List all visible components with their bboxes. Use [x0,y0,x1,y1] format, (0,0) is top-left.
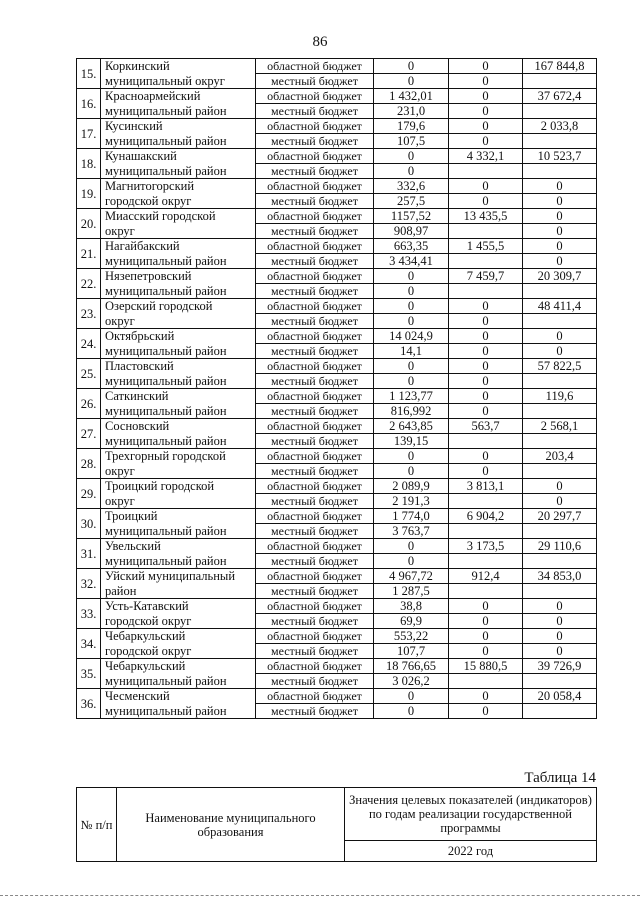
table-row [77,524,597,539]
municipality-name-line-2: муниципальный район [101,704,256,719]
municipality-name-line-2: муниципальный округ [101,74,256,89]
table-row [77,89,597,104]
table14-header [76,787,597,862]
municipality-name-line-2: округ [101,224,256,239]
value-cell: 0 [523,629,597,644]
page-bottom-edge [0,895,640,897]
table-row [77,359,597,374]
value-cell: 3 173,5 [449,539,523,554]
value-cell [523,164,597,179]
budget-source: местный бюджет [256,524,374,539]
value-cell: 20 297,7 [523,509,597,524]
value-cell [449,584,523,599]
table-row [77,434,597,449]
value-cell: 0 [449,344,523,359]
table-row [77,464,597,479]
value-cell: 1 774,0 [374,509,449,524]
value-cell: 3 434,41 [374,254,449,269]
value-cell: 908,97 [374,224,449,239]
value-cell: 0 [523,494,597,509]
municipality-name-line-2: городской округ [101,644,256,659]
column-header-number: № п/п [77,788,117,862]
value-cell: 0 [374,464,449,479]
value-cell [449,284,523,299]
municipality-name-line-1: Троицкий [101,509,256,524]
row-number: 21. [77,239,101,269]
table-row [77,284,597,299]
value-cell: 0 [523,479,597,494]
value-cell: 0 [523,224,597,239]
table-row [77,509,597,524]
value-cell: 119,6 [523,389,597,404]
budget-source: областной бюджет [256,119,374,134]
table-row [77,164,597,179]
value-cell [449,224,523,239]
value-cell: 69,9 [374,614,449,629]
budget-source: местный бюджет [256,284,374,299]
value-cell: 39 726,9 [523,659,597,674]
municipality-name-line-2: муниципальный район [101,554,256,569]
value-cell: 0 [374,284,449,299]
value-cell [449,434,523,449]
budget-source: местный бюджет [256,134,374,149]
value-cell: 37 672,4 [523,89,597,104]
row-number: 34. [77,629,101,659]
table-row [77,149,597,164]
column-header-values: Значения целевых показателей (индикаторов) по годам реализации государственной программы [345,788,597,841]
value-cell: 0 [449,359,523,374]
value-cell: 203,4 [523,449,597,464]
value-cell: 231,0 [374,104,449,119]
value-cell: 139,15 [374,434,449,449]
value-cell: 2 033,8 [523,119,597,134]
municipality-name-line-2: муниципальный район [101,434,256,449]
table-row [77,614,597,629]
budget-source: местный бюджет [256,464,374,479]
budget-source: местный бюджет [256,614,374,629]
table-row [77,704,597,719]
municipality-name-line-1: Уйский муниципальный [101,569,256,584]
budget-source: областной бюджет [256,479,374,494]
municipality-name-line-1: Кусинский [101,119,256,134]
municipality-name-line-1: Миасский городской [101,209,256,224]
municipality-name-line-2: городской округ [101,614,256,629]
municipality-name-line-1: Красноармейский [101,89,256,104]
value-cell: 0 [449,464,523,479]
value-cell: 0 [449,179,523,194]
value-cell [523,134,597,149]
municipality-name-line-1: Магнитогорский [101,179,256,194]
value-cell: 1157,52 [374,209,449,224]
table-row [77,419,597,434]
value-cell: 553,22 [374,629,449,644]
budget-source: областной бюджет [256,269,374,284]
row-number: 35. [77,659,101,689]
value-cell: 257,5 [374,194,449,209]
table-row [77,644,597,659]
value-cell [523,674,597,689]
value-cell: 0 [374,374,449,389]
value-cell: 332,6 [374,179,449,194]
value-cell: 0 [523,614,597,629]
value-cell: 0 [523,194,597,209]
value-cell: 18 766,65 [374,659,449,674]
budget-source: областной бюджет [256,299,374,314]
value-cell: 0 [449,614,523,629]
value-cell: 0 [449,329,523,344]
row-number: 30. [77,509,101,539]
value-cell: 0 [449,134,523,149]
value-cell: 1 432,01 [374,89,449,104]
municipality-name-line-1: Троицкий городской [101,479,256,494]
budget-source: местный бюджет [256,74,374,89]
table-row [77,194,597,209]
row-number: 32. [77,569,101,599]
municipality-name-line-1: Чесменский [101,689,256,704]
value-cell: 3 813,1 [449,479,523,494]
budget-source: местный бюджет [256,644,374,659]
row-number: 22. [77,269,101,299]
municipality-name-line-1: Усть-Катавский [101,599,256,614]
value-cell: 0 [374,164,449,179]
value-cell [523,704,597,719]
municipality-name-line-1: Пластовский [101,359,256,374]
budget-source: областной бюджет [256,89,374,104]
row-number: 33. [77,599,101,629]
table-caption: Таблица 14 [524,770,596,786]
budget-source: областной бюджет [256,419,374,434]
budget-source: областной бюджет [256,599,374,614]
value-cell: 48 411,4 [523,299,597,314]
budget-source: областной бюджет [256,359,374,374]
table-row [77,134,597,149]
municipality-name-line-1: Нязепетровский [101,269,256,284]
value-cell: 0 [449,119,523,134]
value-cell: 10 523,7 [523,149,597,164]
value-cell [523,554,597,569]
budget-source: областной бюджет [256,239,374,254]
value-cell: 3 763,7 [374,524,449,539]
budget-source: местный бюджет [256,164,374,179]
municipality-name-line-1: Нагайбакский [101,239,256,254]
value-cell [523,464,597,479]
budget-source: местный бюджет [256,104,374,119]
value-cell: 0 [523,344,597,359]
value-cell: 1 287,5 [374,584,449,599]
municipality-name-line-2: муниципальный район [101,104,256,119]
municipality-name-line-2: район [101,584,256,599]
value-cell: 0 [374,539,449,554]
municipality-name-line-1: Коркинский [101,59,256,74]
table-row [77,479,597,494]
table-row [77,299,597,314]
value-cell: 57 822,5 [523,359,597,374]
municipality-name-line-1: Трехгорный городской [101,449,256,464]
value-cell: 2 568,1 [523,419,597,434]
budget-source: местный бюджет [256,494,374,509]
budget-source: местный бюджет [256,374,374,389]
table-row [77,569,597,584]
table-row [77,254,597,269]
value-cell [449,254,523,269]
value-cell: 29 110,6 [523,539,597,554]
value-cell: 1 123,77 [374,389,449,404]
value-cell [449,674,523,689]
table-row [77,269,597,284]
budget-source: областной бюджет [256,329,374,344]
table-row [77,59,597,74]
budget-source: местный бюджет [256,404,374,419]
value-cell: 107,5 [374,134,449,149]
row-number: 15. [77,59,101,89]
budget-source: областной бюджет [256,179,374,194]
value-cell: 0 [449,404,523,419]
row-number: 18. [77,149,101,179]
value-cell: 14,1 [374,344,449,359]
value-cell: 4 332,1 [449,149,523,164]
value-cell: 38,8 [374,599,449,614]
budget-source: областной бюджет [256,659,374,674]
value-cell: 816,992 [374,404,449,419]
budget-source: областной бюджет [256,449,374,464]
table-row [77,389,597,404]
value-cell [523,434,597,449]
row-number: 16. [77,89,101,119]
budget-source: областной бюджет [256,569,374,584]
table-row [77,104,597,119]
value-cell: 0 [523,644,597,659]
table-row [77,329,597,344]
budget-source: местный бюджет [256,224,374,239]
table-row [77,344,597,359]
municipality-name-line-1: Сосновский [101,419,256,434]
budget-source: местный бюджет [256,194,374,209]
row-number: 36. [77,689,101,719]
table-row [77,554,597,569]
row-number: 20. [77,209,101,239]
municipality-name-line-2: муниципальный район [101,344,256,359]
table-row [77,629,597,644]
municipality-name-line-1: Октябрьский [101,329,256,344]
budget-source: местный бюджет [256,584,374,599]
value-cell [523,404,597,419]
value-cell: 20 058,4 [523,689,597,704]
table-row [77,539,597,554]
budget-source: местный бюджет [256,434,374,449]
table-row [77,314,597,329]
value-cell: 0 [449,104,523,119]
budget-source: областной бюджет [256,539,374,554]
table-row [77,674,597,689]
value-cell: 912,4 [449,569,523,584]
value-cell: 0 [449,194,523,209]
value-cell: 0 [449,599,523,614]
value-cell: 0 [523,599,597,614]
budget-source: областной бюджет [256,389,374,404]
municipality-name-line-2: округ [101,464,256,479]
row-number: 23. [77,299,101,329]
table-row [77,599,597,614]
municipality-name-line-2: муниципальный район [101,164,256,179]
budget-source: местный бюджет [256,674,374,689]
value-cell: 6 904,2 [449,509,523,524]
value-cell: 167 844,8 [523,59,597,74]
budget-source: местный бюджет [256,554,374,569]
value-cell: 0 [449,74,523,89]
value-cell: 0 [374,74,449,89]
value-cell [449,164,523,179]
municipality-name-line-1: Саткинский [101,389,256,404]
table-row [77,584,597,599]
row-number: 29. [77,479,101,509]
municipality-name-line-2: муниципальный район [101,284,256,299]
municipality-name-line-1: Кунашакский [101,149,256,164]
budget-source: местный бюджет [256,704,374,719]
budget-source: местный бюджет [256,314,374,329]
value-cell [523,524,597,539]
row-number: 31. [77,539,101,569]
value-cell: 20 309,7 [523,269,597,284]
budget-table [76,58,597,719]
value-cell: 2 643,85 [374,419,449,434]
municipality-name-line-1: Чебаркульский [101,659,256,674]
table-row [77,689,597,704]
column-header-name: Наименование муниципального образования [117,788,345,862]
row-number: 17. [77,119,101,149]
value-cell: 0 [523,239,597,254]
value-cell: 0 [374,554,449,569]
value-cell: 34 853,0 [523,569,597,584]
value-cell [523,584,597,599]
value-cell: 0 [374,314,449,329]
municipality-name-line-2: муниципальный район [101,524,256,539]
value-cell: 0 [523,209,597,224]
row-number: 24. [77,329,101,359]
municipality-name-line-2: городской округ [101,194,256,209]
municipality-name-line-2: муниципальный район [101,134,256,149]
value-cell: 0 [374,689,449,704]
value-cell: 0 [449,389,523,404]
value-cell: 0 [523,179,597,194]
budget-source: областной бюджет [256,59,374,74]
value-cell: 0 [374,59,449,74]
value-cell: 663,35 [374,239,449,254]
value-cell: 0 [449,374,523,389]
value-cell: 0 [523,254,597,269]
municipality-name-line-1: Увельский [101,539,256,554]
budget-source: областной бюджет [256,149,374,164]
value-cell: 0 [374,704,449,719]
table-row [77,224,597,239]
municipality-name-line-1: Чебаркульский [101,629,256,644]
value-cell [449,494,523,509]
value-cell: 15 880,5 [449,659,523,674]
value-cell: 1 455,5 [449,239,523,254]
table-row [77,119,597,134]
value-cell: 179,6 [374,119,449,134]
value-cell [523,374,597,389]
budget-source: областной бюджет [256,509,374,524]
value-cell [449,554,523,569]
table-row [77,209,597,224]
row-number: 28. [77,449,101,479]
table-row [77,179,597,194]
budget-source: областной бюджет [256,209,374,224]
table-row [77,239,597,254]
value-cell: 0 [374,149,449,164]
municipality-name-line-2: муниципальный район [101,254,256,269]
budget-source: областной бюджет [256,689,374,704]
table-row [77,449,597,464]
table-row [77,404,597,419]
value-cell: 4 967,72 [374,569,449,584]
value-cell: 0 [449,299,523,314]
table-row [77,494,597,509]
value-cell [523,104,597,119]
value-cell: 107,7 [374,644,449,659]
value-cell: 0 [449,449,523,464]
value-cell [523,314,597,329]
municipality-name-line-2: округ [101,314,256,329]
column-header-year: 2022 год [345,841,597,862]
row-number: 19. [77,179,101,209]
table-row [77,659,597,674]
row-number: 25. [77,359,101,389]
value-cell: 0 [449,704,523,719]
value-cell: 2 089,9 [374,479,449,494]
value-cell: 0 [449,89,523,104]
row-number: 27. [77,419,101,449]
page-number: 86 [312,34,328,50]
value-cell: 0 [374,359,449,374]
table-row [77,74,597,89]
value-cell: 0 [449,629,523,644]
value-cell [523,284,597,299]
value-cell: 2 191,3 [374,494,449,509]
value-cell: 0 [374,269,449,284]
value-cell: 0 [374,449,449,464]
municipality-name-line-1: Озерский городской [101,299,256,314]
value-cell: 0 [523,329,597,344]
value-cell: 0 [449,689,523,704]
value-cell: 14 024,9 [374,329,449,344]
value-cell: 0 [449,314,523,329]
municipality-name-line-2: муниципальный район [101,374,256,389]
value-cell: 0 [449,644,523,659]
value-cell [523,74,597,89]
row-number: 26. [77,389,101,419]
budget-source: местный бюджет [256,344,374,359]
value-cell: 3 026,2 [374,674,449,689]
value-cell: 7 459,7 [449,269,523,284]
value-cell: 0 [374,299,449,314]
value-cell [449,524,523,539]
municipality-name-line-2: муниципальный район [101,404,256,419]
value-cell: 13 435,5 [449,209,523,224]
value-cell: 0 [449,59,523,74]
value-cell: 563,7 [449,419,523,434]
municipality-name-line-2: муниципальный район [101,674,256,689]
municipality-name-line-2: округ [101,494,256,509]
budget-source: областной бюджет [256,629,374,644]
table-row [77,374,597,389]
budget-source: местный бюджет [256,254,374,269]
